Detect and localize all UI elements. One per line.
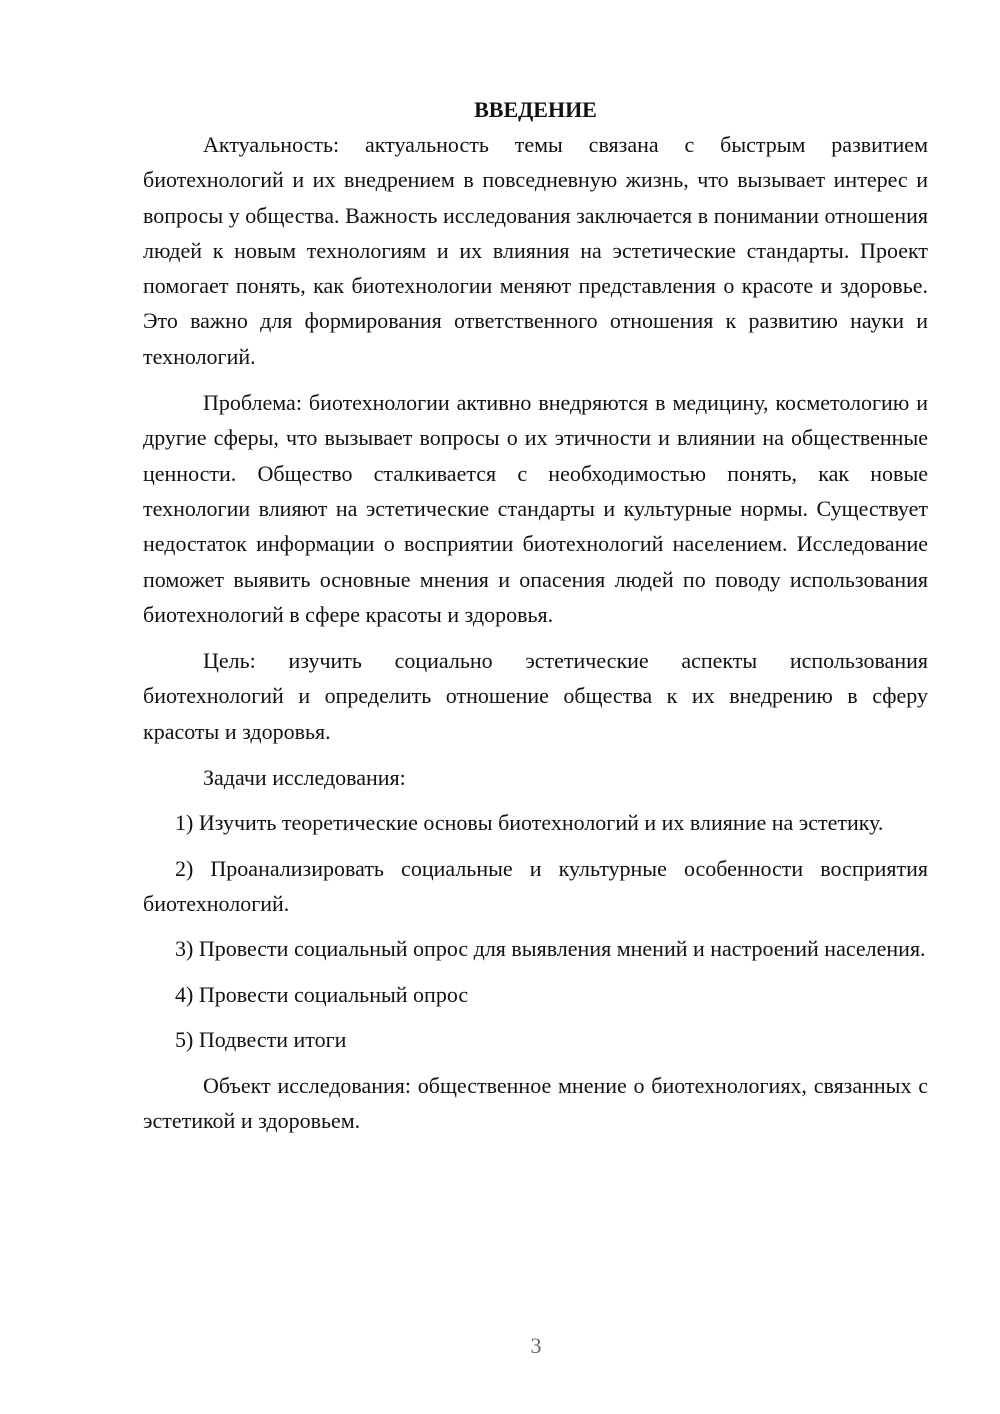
task-item: 2) Проанализировать социальные и культурные особенности восприятия биотехнологий.: [143, 855, 928, 916]
task-item: 3) Провести социальный опрос для выявления мнений и настроений населения.: [175, 936, 926, 962]
tasks-heading: Задачи исследования:: [203, 765, 406, 791]
relevance-paragraph: Актуальность: актуальность темы связана с быстрым развитием биотехнологий и их внедрением в повседневную жизнь, что вызывает интерес и вопросы у общества. Важность исследования заключается в понимании отношения людей к новым технологиям и их влияния на эстетические стандарты. Проект помогает понять, как биотехнологии меняют представления о красоте и здоровье. Это важно для формирования ответственного отношения к развитию науки и технологий.: [143, 132, 928, 369]
task-item: 1) Изучить теоретические основы биотехнологий и их влияние на эстетику.: [175, 810, 884, 836]
document-page: [143, 92, 928, 1139]
page-number: 3: [530, 1333, 542, 1358]
goal-paragraph: Цель: изучить социально эстетические аспекты использования биотехнологий и определить отношение общества к их внедрению в сферу красоты и здоровья.: [143, 648, 928, 744]
task-item: 5) Подвести итоги: [175, 1026, 347, 1052]
task-item: 4) Провести социальный опрос: [175, 981, 469, 1007]
section-heading: ВВЕДЕНИЕ: [474, 97, 597, 122]
problem-paragraph: Проблема: биотехнологии активно внедряются в медицину, косметологию и другие сферы, что вызывает вопросы о их этичности и влиянии на общественные ценности. Общество сталкивается с необходимостью понять, как новые технологии влияют на эстетические стандарты и культурные нормы. Существует недостаток информации о восприятии биотехнологий населением. Исследование поможет выявить основные мнения и опасения людей по поводу использования биотехнологий в сфере красоты и здоровья.: [143, 390, 928, 627]
object-paragraph: Объект исследования: общественное мнение о биотехнологиях, связанных с эстетикой и здоровьем.: [143, 1073, 928, 1134]
